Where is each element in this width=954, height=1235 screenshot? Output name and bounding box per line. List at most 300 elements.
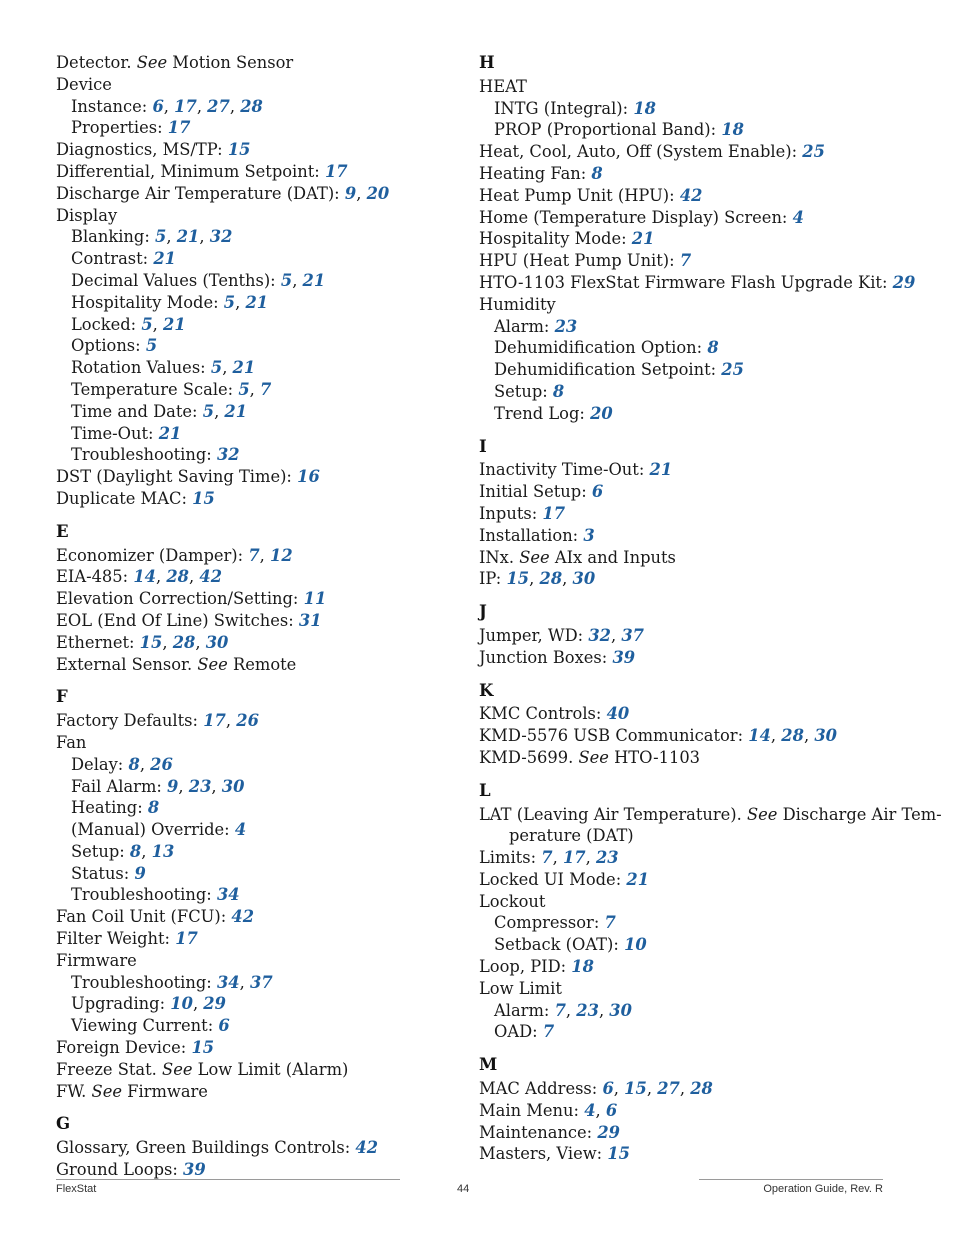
entry-text: , (613, 1079, 625, 1099)
page-reference-link[interactable]: 11 (303, 589, 327, 609)
entry-text: , (162, 632, 173, 652)
entry-text: Blanking: (71, 227, 156, 247)
entry-text: Rotation Values: (71, 358, 211, 378)
entry-text: , (139, 754, 151, 774)
page-reference-link[interactable]: 8 (707, 338, 719, 358)
page-reference-link[interactable]: 14 (133, 567, 156, 587)
entry-text: , (803, 726, 815, 746)
entry-text: , (552, 848, 563, 868)
entry-text: Options: (71, 336, 146, 356)
index-subentry (56, 754, 456, 776)
page-reference-link[interactable]: 20 (366, 183, 390, 203)
page-reference-link[interactable]: 17 (324, 161, 348, 181)
index-subentry (56, 776, 456, 798)
index-section-heading: I (479, 436, 487, 456)
page-reference-link[interactable]: 8 (147, 798, 160, 818)
index-entry (479, 272, 916, 294)
entry-text: HTO-1103 FlexStat Firmware Flash Upgrade Kit: (479, 272, 893, 292)
index-entry (56, 950, 456, 972)
page-reference-link[interactable]: 29 (892, 272, 916, 292)
index-entry (56, 632, 456, 654)
entry-text: Time and Date: (71, 401, 203, 421)
page-reference-link[interactable]: 39 (183, 1160, 206, 1180)
page-reference-link[interactable]: 20 (590, 403, 613, 423)
entry-text: , (679, 1079, 691, 1099)
index-subentry (56, 335, 456, 357)
entry-text: Diagnostics, MS/TP: (56, 140, 228, 160)
page-reference-link[interactable]: 15 (139, 632, 163, 652)
entry-text: Setup: (71, 841, 130, 861)
page-reference-link[interactable]: 40 (606, 704, 630, 724)
entry-text: AIx and Inputs (549, 547, 676, 567)
page-reference-link[interactable]: 28 (166, 567, 190, 587)
page-reference-link[interactable]: 17 (562, 848, 586, 868)
entry-text: Upgrading: (71, 994, 171, 1014)
entry-text: IP: (479, 569, 507, 589)
index-subentry (479, 934, 899, 956)
entry-text: PROP (Proportional Band): (494, 120, 722, 140)
entry-text: Loop, PID: (479, 957, 572, 977)
page-reference-link[interactable]: 13 (151, 841, 175, 861)
index-subentry (479, 119, 899, 141)
page-reference-link[interactable]: 17 (203, 711, 226, 731)
index-entry (56, 74, 456, 96)
entry-text: Duplicate MAC: (56, 488, 193, 508)
entry-text: , (225, 711, 237, 731)
index-subentry (479, 98, 899, 120)
index-entry (479, 1143, 899, 1165)
entry-text: , (565, 1000, 577, 1020)
page-reference-link[interactable]: 21 (649, 460, 673, 480)
entry-text: Status: (71, 863, 135, 883)
index-entry (479, 76, 899, 98)
index-subentry (56, 96, 456, 118)
index-entry (479, 725, 899, 747)
page-reference-link[interactable]: 10 (170, 994, 193, 1014)
entry-text: Time-Out: (71, 423, 159, 443)
entry-text: Jumper, WD: (479, 625, 589, 645)
page-reference-link[interactable]: 15 (192, 488, 215, 508)
page-reference-link[interactable]: 32 (216, 445, 240, 465)
entry-text: Decimal Values (Tenths): (71, 270, 281, 290)
index-subentry (479, 403, 899, 425)
page-reference-link[interactable]: 30 (572, 569, 596, 589)
page-reference-link[interactable]: 17 (542, 503, 566, 523)
page-reference-link[interactable]: 30 (609, 1000, 632, 1020)
page-reference-link[interactable]: 28 (690, 1079, 713, 1099)
index-section-heading: J (479, 602, 487, 622)
page-reference-link[interactable]: 23 (595, 848, 619, 868)
page-reference-link[interactable]: 21 (158, 423, 182, 443)
index-entry (479, 294, 899, 316)
page-reference-link[interactable]: 21 (176, 227, 200, 247)
index-subentry (479, 1000, 899, 1022)
page-reference-link[interactable]: 6 (218, 1016, 230, 1036)
page-reference-link[interactable]: 18 (633, 98, 656, 118)
page-reference-link[interactable]: 15 (227, 140, 251, 160)
entry-text: Inactivity Time-Out: (479, 460, 650, 480)
page-reference-link[interactable]: 37 (621, 625, 645, 645)
page-reference-link[interactable]: 6 (591, 482, 604, 502)
page-reference-link[interactable]: 9 (167, 776, 179, 796)
page-reference-link[interactable]: 23 (576, 1000, 599, 1020)
page-reference-link[interactable]: 8 (128, 754, 140, 774)
page-reference-link[interactable]: 6 (602, 1079, 614, 1099)
index-subentry (56, 444, 456, 466)
index-entry (479, 1078, 899, 1100)
index-entry (479, 481, 899, 503)
page-reference-link[interactable]: 17 (167, 118, 191, 138)
entry-text: , (529, 569, 540, 589)
entry-text: EIA-485: (56, 567, 134, 587)
index-entry (479, 869, 899, 891)
index-entry (479, 163, 899, 185)
page-reference-link[interactable]: 5 (141, 314, 153, 334)
page-reference-link[interactable]: 28 (172, 632, 196, 652)
entry-text: Heating: (71, 798, 148, 818)
entry-text: Humidity (479, 294, 556, 314)
index-subentry (56, 357, 456, 379)
page-reference-link[interactable]: 5 (145, 336, 158, 356)
entry-text: , (189, 567, 200, 587)
page-reference-link[interactable]: 31 (298, 610, 322, 630)
entry-text: Heat Pump Unit (HPU): (479, 185, 680, 205)
index-entry (56, 52, 456, 74)
entry-text: Dehumidification Setpoint: (494, 360, 722, 380)
entry-text: Factory Defaults: (56, 711, 204, 731)
index-entry (56, 654, 456, 676)
entry-text: Discharge Air Temperature (DAT): (56, 183, 345, 203)
entry-text: Inputs: (479, 503, 543, 523)
entry-text: HPU (Heat Pump Unit): (479, 251, 680, 271)
page-reference-link[interactable]: 7 (542, 1022, 555, 1042)
page-reference-link[interactable]: 7 (554, 1000, 566, 1020)
entry-text: , (610, 625, 622, 645)
entry-text: , (356, 183, 367, 203)
index-subentry (56, 117, 456, 139)
entry-text: Alarm: (494, 316, 555, 336)
entry-text: Ethernet: (56, 632, 140, 652)
entry-text: , (595, 1100, 606, 1120)
page-reference-link[interactable]: 8 (552, 381, 565, 401)
page-reference-link[interactable]: 4 (234, 820, 247, 840)
entry-text: Foreign Device: (56, 1038, 192, 1058)
entry-text: Motion Sensor (167, 53, 294, 72)
entry-text: Firmware (56, 950, 137, 970)
page-reference-link[interactable]: 25 (721, 360, 744, 380)
index-entry (479, 525, 899, 547)
index-entry (479, 1100, 899, 1122)
entry-text: Viewing Current: (71, 1016, 219, 1036)
entry-text: Junction Boxes: (479, 647, 613, 667)
index-subentry (56, 292, 456, 314)
page-reference-link[interactable]: 5 (155, 227, 167, 247)
page-reference-link[interactable]: 18 (571, 957, 594, 977)
page-reference-link[interactable]: 37 (250, 972, 273, 992)
page-reference-link[interactable]: 5 (210, 358, 223, 378)
entry-text: , (598, 1000, 610, 1020)
entry-text: , (222, 358, 233, 378)
page-reference-link[interactable]: 12 (270, 545, 293, 565)
index-section-heading: H (479, 53, 495, 72)
index-entry (56, 139, 456, 161)
page-reference-link[interactable]: 23 (188, 776, 212, 796)
page-reference-link[interactable]: 7 (248, 545, 260, 565)
index-subentry (56, 379, 456, 401)
entry-text: , (259, 545, 271, 565)
entry-text: HTO-1103 (608, 747, 701, 767)
entry-text: perature (DAT) (509, 826, 634, 846)
footer-product-name: FlexStat (56, 1183, 97, 1195)
page-reference-link[interactable]: 4 (584, 1100, 596, 1120)
index-entry (479, 978, 899, 1000)
index-entry (56, 588, 456, 610)
see-reference: See (91, 1081, 122, 1101)
index-entry (479, 825, 899, 847)
entry-text: MAC Address: (479, 1079, 603, 1099)
entry-text: KMD-5699. (479, 747, 579, 767)
page-reference-link[interactable]: 3 (583, 525, 595, 545)
entry-text: , (155, 567, 167, 587)
page-reference-link[interactable]: 15 (624, 1079, 647, 1099)
index-subentry (479, 912, 899, 934)
page-reference-link[interactable]: 7 (679, 251, 692, 271)
page-reference-link[interactable]: 42 (199, 567, 223, 587)
entry-text: , (192, 994, 204, 1014)
entry-text: Installation: (479, 525, 584, 545)
page-reference-link[interactable]: 6 (152, 96, 164, 116)
page-reference-link[interactable]: 5 (223, 292, 236, 312)
entry-text: Firmware (121, 1081, 208, 1101)
entry-text: Differential, Minimum Setpoint: (56, 161, 325, 181)
page-reference-link[interactable]: 21 (153, 249, 177, 269)
entry-text: Glossary, Green Buildings Controls: (56, 1138, 356, 1158)
index-entry (56, 1037, 456, 1059)
entry-text: Troubleshooting: (71, 885, 217, 905)
entry-text: Maintenance: (479, 1122, 598, 1142)
index-entry (56, 928, 456, 950)
entry-text: Remote (227, 654, 297, 674)
entry-text: Low Limit (Alarm) (192, 1059, 349, 1079)
page-reference-link[interactable]: 42 (355, 1138, 379, 1158)
page-reference-link[interactable]: 18 (721, 120, 744, 140)
page-reference-link[interactable]: 26 (236, 711, 259, 731)
index-subentry (56, 819, 456, 841)
index-column-left (56, 52, 456, 1181)
entry-text: External Sensor. (56, 654, 198, 674)
index-entry (56, 205, 456, 227)
index-entry (479, 847, 899, 869)
entry-text: Freeze Stat. (56, 1059, 163, 1079)
page-reference-link[interactable]: 15 (506, 569, 530, 589)
entry-text: Delay: (71, 754, 129, 774)
index-subentry (56, 248, 456, 270)
index-entry (56, 1059, 456, 1081)
entry-text: Ground Loops: (56, 1160, 184, 1180)
index-entry (479, 228, 899, 250)
page-reference-link[interactable]: 5 (238, 379, 250, 399)
index-entry (56, 1159, 456, 1181)
page-reference-link[interactable]: 16 (297, 467, 320, 487)
entry-text: , (214, 401, 225, 421)
page-reference-link[interactable]: 42 (679, 185, 703, 205)
page-reference-link[interactable]: 6 (605, 1100, 618, 1120)
page-reference-link[interactable]: 30 (205, 632, 229, 652)
index-entry (479, 207, 899, 229)
see-reference: See (747, 804, 778, 824)
entry-text: Fan (56, 732, 87, 752)
entry-text: Alarm: (494, 1000, 555, 1020)
entry-text: , (249, 379, 261, 399)
entry-text: Setup: (494, 381, 553, 401)
index-entry (479, 647, 899, 669)
entry-text: , (163, 96, 175, 116)
page-reference-link[interactable]: 42 (231, 907, 255, 927)
page-reference-link[interactable]: 9 (134, 863, 146, 883)
entry-text: Display (56, 205, 118, 225)
page-reference-link[interactable]: 23 (554, 316, 578, 336)
entry-text: , (199, 227, 210, 247)
index-entry (56, 183, 456, 205)
entry-text: Fan Coil Unit (FCU): (56, 907, 232, 927)
page-reference-link[interactable]: 10 (624, 935, 647, 955)
page-reference-link[interactable]: 28 (781, 726, 804, 746)
entry-text: Setback (OAT): (494, 935, 625, 955)
page-reference-link[interactable]: 26 (150, 754, 173, 774)
index-subentry (56, 972, 456, 994)
page-reference-link[interactable]: 4 (792, 207, 804, 227)
footer-rule-right (699, 1179, 883, 1180)
page-reference-link[interactable]: 30 (814, 726, 837, 746)
entry-text: , (152, 314, 164, 334)
entry-text: , (195, 632, 206, 652)
see-reference: See (136, 53, 168, 72)
entry-text: Home (Temperature Display) Screen: (479, 207, 793, 227)
entry-text: , (178, 776, 189, 796)
entry-text: DST (Daylight Saving Time): (56, 467, 298, 487)
entry-text: HEAT (479, 76, 527, 96)
page-reference-link[interactable]: 7 (604, 913, 616, 933)
see-reference: See (519, 547, 550, 567)
index-section-heading: M (479, 1055, 498, 1075)
index-subentry (56, 841, 456, 863)
entry-text: Limits: (479, 848, 542, 868)
index-entry (479, 503, 899, 525)
page-reference-link[interactable]: 29 (597, 1122, 621, 1142)
page-reference-link[interactable]: 9 (344, 183, 357, 203)
page-reference-link[interactable]: 28 (240, 96, 263, 116)
page-reference-link[interactable]: 34 (216, 885, 240, 905)
entry-text: OAD: (494, 1022, 543, 1042)
entry-text: , (292, 270, 303, 290)
entry-text: Fail Alarm: (71, 776, 168, 796)
page-reference-link[interactable]: 32 (209, 227, 233, 247)
index-entry (479, 185, 899, 207)
entry-text: Detector. (56, 53, 137, 72)
entry-text: , (239, 972, 250, 992)
entry-text: LAT (Leaving Air Temperature). (479, 804, 747, 824)
page-reference-link[interactable]: 21 (232, 358, 256, 378)
page-reference-link[interactable]: 28 (539, 569, 563, 589)
index-entry (56, 906, 456, 928)
page-reference-link[interactable]: 21 (631, 229, 655, 249)
index-entry (479, 547, 899, 569)
page-reference-link[interactable]: 29 (203, 994, 226, 1014)
page-reference-link[interactable]: 25 (802, 142, 825, 162)
page-reference-link[interactable]: 14 (748, 726, 771, 746)
page-reference-link[interactable]: 8 (129, 841, 142, 861)
index-subentry (56, 863, 456, 885)
page-reference-link[interactable]: 7 (260, 379, 272, 399)
page-reference-link[interactable]: 27 (657, 1079, 680, 1099)
index-entry (479, 804, 942, 826)
entry-text: Masters, View: (479, 1144, 608, 1164)
entry-text: Low Limit (479, 978, 562, 998)
index-entry (56, 161, 456, 183)
index-entry (56, 732, 456, 754)
footer-rule-left (56, 1179, 400, 1180)
entry-text: Hospitality Mode: (71, 292, 224, 312)
page-reference-link[interactable]: 21 (245, 292, 269, 312)
index-subentry (56, 1015, 456, 1037)
entry-text: Troubleshooting: (71, 972, 217, 992)
page-reference-link[interactable]: 30 (221, 776, 245, 796)
entry-text: Heat, Cool, Auto, Off (System Enable): (479, 142, 803, 162)
index-entry (56, 1137, 456, 1159)
entry-text: Instance: (71, 96, 153, 116)
index-entry (479, 459, 899, 481)
entry-text: Locked: (71, 314, 142, 334)
entry-text: Hospitality Mode: (479, 229, 632, 249)
page-reference-link[interactable]: 27 (207, 96, 230, 116)
page-reference-link[interactable]: 7 (541, 848, 553, 868)
entry-text: , (646, 1079, 658, 1099)
index-entry (56, 710, 456, 732)
index-section-heading: E (56, 521, 69, 541)
page-reference-link[interactable]: 21 (302, 270, 326, 290)
page-reference-link[interactable]: 21 (163, 314, 186, 334)
page-reference-link[interactable]: 5 (202, 401, 215, 421)
entry-text: Dehumidification Option: (494, 338, 708, 358)
index-entry (479, 1122, 899, 1144)
index-subentry (56, 401, 456, 423)
page-reference-link[interactable]: 5 (280, 270, 293, 290)
index-entry (479, 747, 899, 769)
page-reference-link[interactable]: 21 (626, 869, 650, 889)
entry-text: Trend Log: (494, 403, 591, 423)
entry-text: Locked UI Mode: (479, 869, 627, 889)
page-reference-link[interactable]: 17 (175, 929, 198, 949)
entry-text: , (229, 96, 241, 116)
index-subentry (479, 381, 899, 403)
index-subentry (479, 316, 899, 338)
index-entry (479, 625, 899, 647)
page-reference-link[interactable]: 34 (216, 972, 240, 992)
page-reference-link[interactable]: 15 (607, 1144, 630, 1164)
page-reference-link[interactable]: 32 (588, 625, 611, 645)
page-reference-link[interactable]: 17 (174, 96, 197, 116)
index-entry (56, 1081, 456, 1103)
entry-text: FW. (56, 1081, 92, 1101)
page-reference-link[interactable]: 15 (191, 1038, 215, 1058)
page-reference-link[interactable]: 21 (224, 401, 248, 421)
page-reference-link[interactable]: 8 (591, 163, 603, 183)
index-entry (56, 566, 456, 588)
index-subentry (56, 226, 456, 248)
index-entry (479, 250, 899, 272)
page-reference-link[interactable]: 39 (612, 647, 636, 667)
entry-text: , (166, 227, 177, 247)
